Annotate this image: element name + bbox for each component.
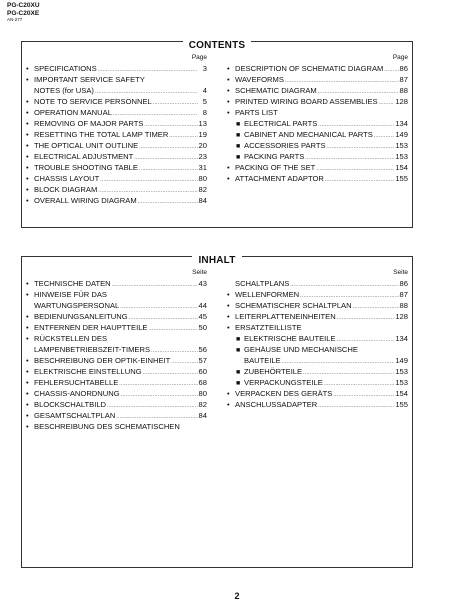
toc-entry-title: ELEKTRISCHE EINSTELLUNG: [34, 367, 142, 376]
toc-entry: [26, 399, 207, 410]
toc-entry-page: 8: [202, 108, 207, 117]
toc-entry-page: 13: [198, 119, 207, 128]
bullet-icon: •: [26, 196, 29, 205]
toc-entry-page: 84: [198, 196, 207, 205]
toc-entry-page: 19: [198, 130, 207, 139]
toc-entry: [227, 173, 408, 184]
toc-entry: [227, 344, 408, 355]
bullet-icon: •: [227, 174, 230, 183]
bullet-icon: •: [26, 411, 29, 420]
bullet-icon: •: [227, 163, 230, 172]
bullet-icon: •: [26, 130, 29, 139]
toc-entry-title: REMOVING OF MAJOR PARTS: [34, 119, 144, 128]
toc-entry-title: ATTACHMENT ADAPTOR: [235, 174, 324, 183]
bullet-icon: •: [227, 75, 230, 84]
toc-entry-page: 20: [198, 141, 207, 150]
toc-entry: [227, 311, 408, 322]
toc-entry-page: 87: [399, 290, 408, 299]
toc-entry-title: BLOCK DIAGRAM: [34, 185, 98, 194]
toc-entry: [227, 107, 408, 118]
toc-entry-title: BAUTEILE: [244, 356, 281, 365]
toc-entry: [26, 107, 207, 118]
inhalt-box: [21, 256, 413, 568]
toc-entry-title: DESCRIPTION OF SCHEMATIC DIAGRAM: [235, 64, 384, 73]
toc-entry-title: BESCHREIBUNG DER OPTIK-EINHEIT: [34, 356, 171, 365]
toc-entry-title: WELLENFORMEN: [235, 290, 300, 299]
toc-entry: [227, 118, 408, 129]
toc-entry-page: 4: [202, 86, 207, 95]
toc-entry-page: 128: [395, 312, 408, 321]
toc-entry-title: NOTE TO SERVICE PERSONNEL: [34, 97, 152, 106]
toc-entry-title: OVERALL WIRING DIAGRAM: [34, 196, 137, 205]
square-bullet-icon: ■: [236, 143, 241, 150]
toc-entry-title: ANSCHLUSSADAPTER: [235, 400, 318, 409]
model-name-xu: PG-C20XU: [7, 2, 40, 9]
toc-entry-title: PACKING OF THE SET: [235, 163, 316, 172]
toc-entry: [227, 140, 408, 151]
toc-entry-title: SCHALTPLANS: [235, 279, 290, 288]
toc-entry: [227, 333, 408, 344]
inhalt-page-label-right: Seite: [393, 269, 408, 276]
toc-entry: [26, 63, 207, 74]
toc-entry-page: 153: [395, 378, 408, 387]
bullet-icon: •: [26, 422, 29, 431]
toc-entry-page: 80: [198, 389, 207, 398]
toc-entry: [26, 173, 207, 184]
toc-entry: [26, 388, 207, 399]
toc-entry: [227, 63, 408, 74]
toc-entry-page: 154: [395, 389, 408, 398]
bullet-icon: •: [26, 97, 29, 106]
toc-entry-page: 134: [395, 119, 408, 128]
toc-entry-title: RÜCKSTELLEN DES: [34, 334, 108, 343]
toc-entry-title: ELEKTRISCHE BAUTEILE: [244, 334, 336, 343]
toc-entry-page: 87: [399, 75, 408, 84]
bullet-icon: •: [26, 141, 29, 150]
toc-entry-page: 88: [399, 301, 408, 310]
toc-entry: [26, 421, 207, 432]
page-number: 2: [234, 591, 240, 601]
toc-entry: [26, 96, 207, 107]
toc-entry-title: OPERATION MANUAL: [34, 108, 112, 117]
toc-entry-page: 149: [395, 356, 408, 365]
toc-entry: [26, 151, 207, 162]
contents-page-label-left: Page: [191, 54, 207, 61]
toc-entry-title: ELECTRICAL ADJUSTMENT: [34, 152, 134, 161]
toc-entry-title: TECHNISCHE DATEN: [34, 279, 111, 288]
toc-entry-title: BLOCKSCHALTBILD: [34, 400, 107, 409]
toc-entry-title: ENTFERNEN DER HAUPTTEILE: [34, 323, 148, 332]
toc-entry-title: LEITERPLATTENEINHEITEN: [235, 312, 336, 321]
toc-entry: [26, 377, 207, 388]
toc-entry: [227, 355, 408, 366]
toc-entry-title: ZUBEHÖRTEILE: [244, 367, 303, 376]
square-bullet-icon: ■: [236, 132, 241, 139]
toc-entry: [227, 399, 408, 410]
toc-entry: [26, 162, 207, 173]
toc-entry-page: 44: [198, 301, 207, 310]
toc-entry-title: RESETTING THE TOTAL LAMP TIMER: [34, 130, 169, 139]
toc-entry-page: 153: [395, 367, 408, 376]
toc-entry-page: 153: [395, 141, 408, 150]
toc-entry: [26, 366, 207, 377]
toc-entry-page: 86: [399, 279, 408, 288]
bullet-icon: •: [26, 389, 29, 398]
bullet-icon: •: [26, 108, 29, 117]
bullet-icon: •: [26, 400, 29, 409]
dot-leader: [138, 197, 198, 208]
contents-page-label-right: Page: [392, 54, 408, 61]
toc-entry: [26, 289, 207, 300]
toc-entry-page: 45: [198, 312, 207, 321]
bullet-icon: •: [26, 290, 29, 299]
bullet-icon: •: [227, 301, 230, 310]
bullet-icon: •: [26, 312, 29, 321]
toc-entry-page: 23: [198, 152, 207, 161]
toc-entry-page: 5: [202, 97, 207, 106]
toc-entry: [26, 195, 207, 206]
toc-entry-page: 154: [395, 163, 408, 172]
bullet-icon: •: [227, 108, 230, 117]
toc-entry-title: SCHEMATIC DIAGRAM: [235, 86, 317, 95]
toc-entry-title: SPECIFICATIONS: [34, 64, 97, 73]
toc-entry: [227, 162, 408, 173]
toc-entry: [26, 74, 207, 85]
bullet-icon: •: [227, 290, 230, 299]
toc-entry: [26, 140, 207, 151]
bullet-icon: •: [26, 378, 29, 387]
square-bullet-icon: ■: [236, 380, 241, 387]
toc-entry-title: VERPACKUNGSTEILE: [244, 378, 323, 387]
contents-right-column: [227, 52, 408, 184]
toc-entry: [26, 333, 207, 344]
toc-entry-title: CHASSIS-ANORDNUNG: [34, 389, 120, 398]
bullet-icon: •: [227, 312, 230, 321]
toc-entry: [227, 85, 408, 96]
toc-entry-page: 80: [198, 174, 207, 183]
toc-entry-page: 153: [395, 152, 408, 161]
bullet-icon: •: [26, 163, 29, 172]
toc-entry: [227, 96, 408, 107]
contents-title: CONTENTS: [183, 40, 252, 51]
toc-entry-title: NOTES (for USA): [34, 86, 94, 95]
toc-entry-title: PRINTED WIRING BOARD ASSEMBLIES: [235, 97, 378, 106]
bullet-icon: •: [227, 86, 230, 95]
model-header: [7, 3, 40, 23]
toc-entry: [26, 300, 207, 311]
toc-entry-page: 155: [395, 174, 408, 183]
toc-entry-page: 86: [399, 64, 408, 73]
toc-entry: [227, 377, 408, 388]
dot-leader: [318, 401, 394, 412]
toc-entry-title: ACCESSORIES PARTS: [244, 141, 326, 150]
toc-entry: [26, 85, 207, 96]
bullet-icon: •: [26, 119, 29, 128]
bullet-icon: •: [26, 279, 29, 288]
toc-entry: [227, 322, 408, 333]
toc-entry-page: 88: [399, 86, 408, 95]
dot-leader: [325, 175, 394, 186]
toc-entry-title: VERPACKEN DES GERÄTS: [235, 389, 333, 398]
toc-entry-title: CHASSIS LAYOUT: [34, 174, 100, 183]
toc-entry: [227, 278, 408, 289]
toc-entry-page: 68: [198, 378, 207, 387]
inhalt-title: INHALT: [192, 255, 241, 266]
toc-entry-page: 31: [198, 163, 207, 172]
toc-entry-title: ELECTRICAL PARTS: [244, 119, 318, 128]
toc-entry-page: 149: [395, 130, 408, 139]
toc-entry-page: 82: [198, 400, 207, 409]
toc-entry-page: 57: [198, 356, 207, 365]
toc-entry: [227, 151, 408, 162]
model-code: AN-277: [7, 17, 23, 22]
bullet-icon: •: [227, 97, 230, 106]
toc-entry-page: 3: [202, 64, 207, 73]
toc-entry-title: GEHÄUSE UND MECHANISCHE: [244, 345, 358, 354]
toc-entry: [227, 388, 408, 399]
toc-entry-page: 84: [198, 411, 207, 420]
toc-entry: [227, 366, 408, 377]
toc-entry-title: THE OPTICAL UNIT OUTLINE: [34, 141, 139, 150]
toc-entry: [227, 300, 408, 311]
inhalt-right-column: [227, 267, 408, 410]
bullet-icon: •: [227, 64, 230, 73]
toc-entry: [26, 278, 207, 289]
toc-entry-title: BESCHREIBUNG DES SCHEMATISCHEN: [34, 422, 180, 431]
contents-left-column: [26, 52, 207, 206]
toc-entry-title: CABINET AND MECHANICAL PARTS: [244, 130, 373, 139]
toc-entry: [26, 311, 207, 322]
toc-entry-page: 56: [198, 345, 207, 354]
bullet-icon: •: [26, 334, 29, 343]
toc-entry-page: 82: [198, 185, 207, 194]
toc-entry-title: TROUBLE SHOOTING TABLE: [34, 163, 138, 172]
bullet-icon: •: [26, 356, 29, 365]
toc-entry: [26, 129, 207, 140]
toc-entry-title: IMPORTANT SERVICE SAFETY: [34, 75, 145, 84]
square-bullet-icon: ■: [236, 369, 241, 376]
toc-entry-title: WARTUNGSPERSONAL: [34, 301, 120, 310]
toc-entry: [227, 129, 408, 140]
square-bullet-icon: ■: [236, 347, 241, 354]
toc-entry-title: HINWEISE FÜR DAS: [34, 290, 107, 299]
square-bullet-icon: ■: [236, 336, 241, 343]
toc-entry-page: 60: [198, 367, 207, 376]
bullet-icon: •: [26, 75, 29, 84]
bullet-icon: •: [26, 174, 29, 183]
toc-entry-title: GESAMTSCHALTPLAN: [34, 411, 116, 420]
toc-entry-page: 43: [198, 279, 207, 288]
toc-entry: [26, 322, 207, 333]
toc-entry-title: FEHLERSUCHTABELLE: [34, 378, 119, 387]
toc-entry: [26, 410, 207, 421]
inhalt-left-column: [26, 267, 207, 432]
toc-entry-title: BEDIENUNGSANLEITUNG: [34, 312, 128, 321]
bullet-icon: •: [227, 389, 230, 398]
toc-entry: [26, 344, 207, 355]
square-bullet-icon: ■: [236, 154, 241, 161]
bullet-icon: •: [26, 185, 29, 194]
toc-entry-page: 128: [395, 97, 408, 106]
toc-entry-title: SCHEMATISCHER SCHALTPLAN: [235, 301, 352, 310]
model-name-xe: PG-C20XE: [7, 9, 40, 17]
toc-entry-page: 134: [395, 334, 408, 343]
bullet-icon: •: [227, 400, 230, 409]
toc-entry-title: PACKING PARTS: [244, 152, 305, 161]
toc-entry-title: PARTS LIST: [235, 108, 278, 117]
bullet-icon: •: [26, 367, 29, 376]
toc-entry-title: ERSATZTEILLISTE: [235, 323, 302, 332]
bullet-icon: •: [26, 152, 29, 161]
inhalt-page-label-left: Seite: [192, 269, 207, 276]
toc-entry-title: LAMPENBETRIEBSZEIT-TIMERS: [34, 345, 151, 354]
toc-entry-page: 50: [198, 323, 207, 332]
bullet-icon: •: [26, 323, 29, 332]
toc-entry-title: WAVEFORMS: [235, 75, 284, 84]
contents-box: [21, 41, 413, 228]
toc-entry-page: 155: [395, 400, 408, 409]
toc-entry: [26, 355, 207, 366]
toc-entry: [227, 289, 408, 300]
toc-entry: [26, 118, 207, 129]
square-bullet-icon: ■: [236, 121, 241, 128]
toc-entry: [227, 74, 408, 85]
bullet-icon: •: [227, 323, 230, 332]
toc-entry: [26, 184, 207, 195]
bullet-icon: •: [26, 64, 29, 73]
